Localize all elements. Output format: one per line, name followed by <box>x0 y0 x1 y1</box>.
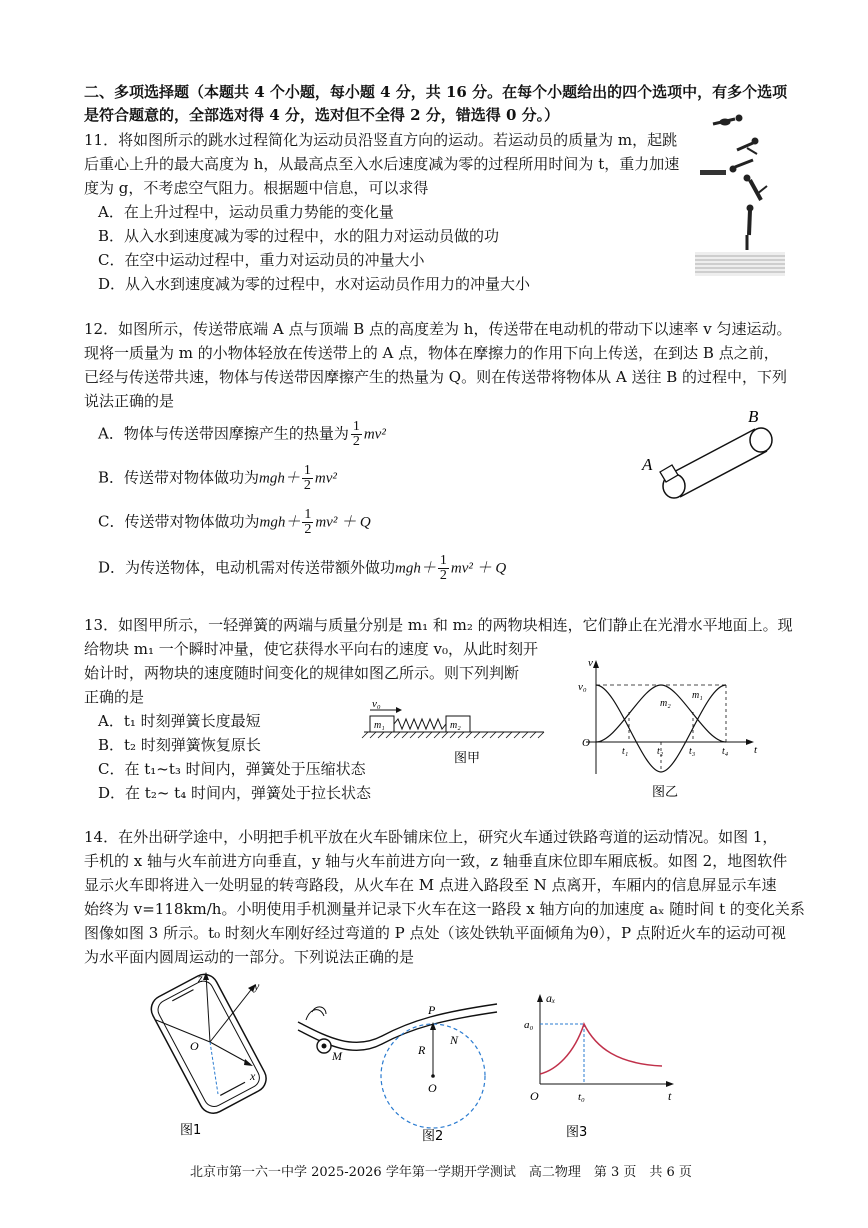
q14-stem-line3: 显示火车即将进入一处明显的转弯路段，从火车在 M 点进入路段至 N 点离开，车厢内的信息屏显示车速 <box>84 876 777 894</box>
q12-option-b-text: B．传送带对物体做功为 <box>98 468 260 487</box>
q11-diving-figure <box>695 110 785 280</box>
section-header-line1: 二、多项选择题（本题共 4 个小题，每小题 4 分，共 16 分。在每个小题给出的四个选项中，有多个选项 <box>84 83 788 101</box>
q12-option-a-formula: mv² <box>363 426 386 443</box>
q13-stem-line4: 正确的是 <box>84 688 145 706</box>
label-t2: t₂ <box>657 746 664 757</box>
q11-option-c: C．在空中运动过程中，重力对运动员的冲量大小 <box>98 251 425 269</box>
caption-fig1: 图1 <box>180 1123 202 1138</box>
q11-option-d: D．从入水到速度减为零的过程中，水对运动员作用力的冲量大小 <box>98 275 531 293</box>
label-v0: v₀ <box>578 681 587 693</box>
q12-option-b-formula-head: mgh＋ <box>259 470 300 487</box>
q12-option-c-formula-head: mgh＋ <box>259 514 301 531</box>
label-t: t <box>754 744 758 756</box>
label-v: v <box>588 657 593 669</box>
label-origin: O <box>530 1089 539 1103</box>
q12-option-b-formula-tail: mv² <box>314 470 337 487</box>
q13-velocity-graph <box>572 654 772 804</box>
q14-stem-line6: 为水平面内圆周运动的一部分。下列说法正确的是 <box>84 948 415 966</box>
caption-fig2: 图2 <box>422 1129 444 1144</box>
q14-stem-line5: 图像如图 3 所示。t₀ 时刻火车刚好经过弯道的 P 点处（该处铁轨平面倾角为θ），P 点附近火车的运动可视 <box>84 924 786 942</box>
label-z: z <box>198 971 203 985</box>
q13-option-b: B．t₂ 时刻弹簧恢复原长 <box>98 736 261 754</box>
label-a: A <box>642 455 653 474</box>
label-x: x <box>250 1069 256 1083</box>
q13-option-d: D．在 t₂~ t₄ 时间内，弹簧处于拉长状态 <box>98 784 371 802</box>
q14-acceleration-graph <box>522 990 682 1142</box>
label-n: N <box>450 1033 459 1047</box>
q12-stem-line2: 现将一质量为 m 的小物体轻放在传送带上的 A 点，物体在摩擦力的作用下向上传送，在到达 B 点之前， <box>84 344 779 362</box>
label-origin: O <box>428 1081 437 1095</box>
q12-option-a-text: A．物体与传送带因摩擦产生的热量为 <box>98 424 349 443</box>
caption-fig3: 图3 <box>566 1125 588 1140</box>
q14-stem-line4: 始终为 v=118km/h。小明使用手机测量并记录下火车在这一路段 x 轴方向的加速度 aₓ 随时间 t 的变化关系 <box>84 900 805 918</box>
fraction-half: $\frac{1}{2}$ <box>304 507 312 537</box>
q14-stem-line2: 手机的 x 轴与火车前进方向垂直，y 轴与火车前进方向一致，z 轴垂直床位即车厢底板。如图 2，地图软件 <box>84 852 788 870</box>
q12-option-d-text: D．为传送物体，电动机需对传送带额外做功 <box>98 558 396 577</box>
label-origin: O <box>582 737 590 749</box>
caption-fig-yi: 图乙 <box>652 785 679 800</box>
label-m: M <box>332 1049 342 1063</box>
q11-stem-line2: 后重心上升的最大高度为 h，从最高点至入水后速度减为零的过程所用时间为 t，重力加速 <box>84 155 680 173</box>
q14-phone-figure <box>146 968 276 1138</box>
q12-option-a <box>98 420 386 449</box>
label-m1: m₁ <box>374 720 385 731</box>
q12-option-d-formula-tail: mv² ＋ Q <box>450 560 507 577</box>
label-a0: a₀ <box>524 1019 534 1031</box>
label-m2: m₂ <box>660 698 671 709</box>
q12-conveyor-figure <box>636 402 786 506</box>
q11-option-a: A．在上升过程中，运动员重力势能的变化量 <box>98 203 394 221</box>
page-footer: 北京市第一六一中学 2025-2026 学年第一学期开学测试 高二物理 第 3 页 共 6 页 <box>190 1165 692 1180</box>
caption-fig-jia: 图甲 <box>454 751 481 766</box>
q12-option-c-formula-tail: mv² ＋ Q <box>315 514 371 531</box>
q11-stem-line3: 度为 g，不考虑空气阻力。根据题中信息，可以求得 <box>84 179 429 197</box>
q12-stem-line4: 说法正确的是 <box>84 392 175 410</box>
q12-stem-line1: 12．如图所示，传送带底端 A 点与顶端 B 点的高度差为 h，传送带在电动机的带动下以速率 v 匀速运动。 <box>84 320 792 338</box>
q12-option-c-text: C．传送带对物体做功为 <box>98 512 260 531</box>
fraction-half: $\frac{1}{2}$ <box>303 463 311 493</box>
q13-spring-figure <box>362 698 546 768</box>
q13-stem-line1: 13．如图甲所示，一轻弹簧的两端与质量分别是 m₁ 和 m₂ 的两物块相连，它们静止在光滑水平地面上。现 <box>84 616 793 634</box>
q13-stem-line2: 给物块 m₁ 一个瞬时冲量，使它获得水平向右的速度 v₀，从此时刻开 <box>84 640 539 658</box>
fraction-half: $\frac{1}{2}$ <box>352 419 360 449</box>
label-t: t <box>668 1089 672 1103</box>
q13-option-a: A．t₁ 时刻弹簧长度最短 <box>98 712 261 730</box>
q14-stem-line1: 14．在外出研学途中，小明把手机平放在火车卧铺床位上，研究火车通过铁路弯道的运动情况。如图 1， <box>84 828 778 846</box>
label-origin: O <box>190 1039 199 1053</box>
label-t4: t₄ <box>722 746 729 757</box>
label-v0: v₀ <box>372 698 381 710</box>
q13-stem-line3: 始计时，两物块的速度随时间变化的规律如图乙所示。则下列判断 <box>84 664 520 682</box>
q11-stem-line1: 11．将如图所示的跳水过程简化为运动员沿竖直方向的运动。若运动员的质量为 m，起跳 <box>84 131 678 149</box>
label-t0: t₀ <box>578 1091 585 1103</box>
label-p: P <box>428 1003 436 1017</box>
q13-option-c: C．在 t₁~t₃ 时间内，弹簧处于压缩状态 <box>98 760 366 778</box>
label-r: R <box>418 1043 426 1057</box>
q12-option-b <box>98 464 337 493</box>
q14-curve-figure <box>292 994 502 1144</box>
label-b: B <box>748 407 759 426</box>
q12-option-d-formula-head: mgh＋ <box>395 560 436 577</box>
section-header-line2: 是符合题意的，全部选对得 4 分，选对但不全得 2 分，错选得 0 分。） <box>84 106 560 124</box>
q12-option-c <box>98 508 371 537</box>
label-t1: t₁ <box>622 746 629 757</box>
q12-option-d <box>98 554 506 583</box>
label-m1: m₁ <box>692 690 703 701</box>
label-ax: aₓ <box>546 991 556 1005</box>
fraction-half: $\frac{1}{2}$ <box>439 553 447 583</box>
label-y: y <box>254 979 260 993</box>
label-t3: t₃ <box>689 746 696 757</box>
label-m2: m₂ <box>450 720 461 731</box>
q11-option-b: B．从入水到速度减为零的过程中，水的阻力对运动员做的功 <box>98 227 500 245</box>
q12-stem-line3: 已经与传送带共速，物体与传送带因摩擦产生的热量为 Q。则在传送带将物体从 A 送往 B 的过程中，下列 <box>84 368 787 386</box>
